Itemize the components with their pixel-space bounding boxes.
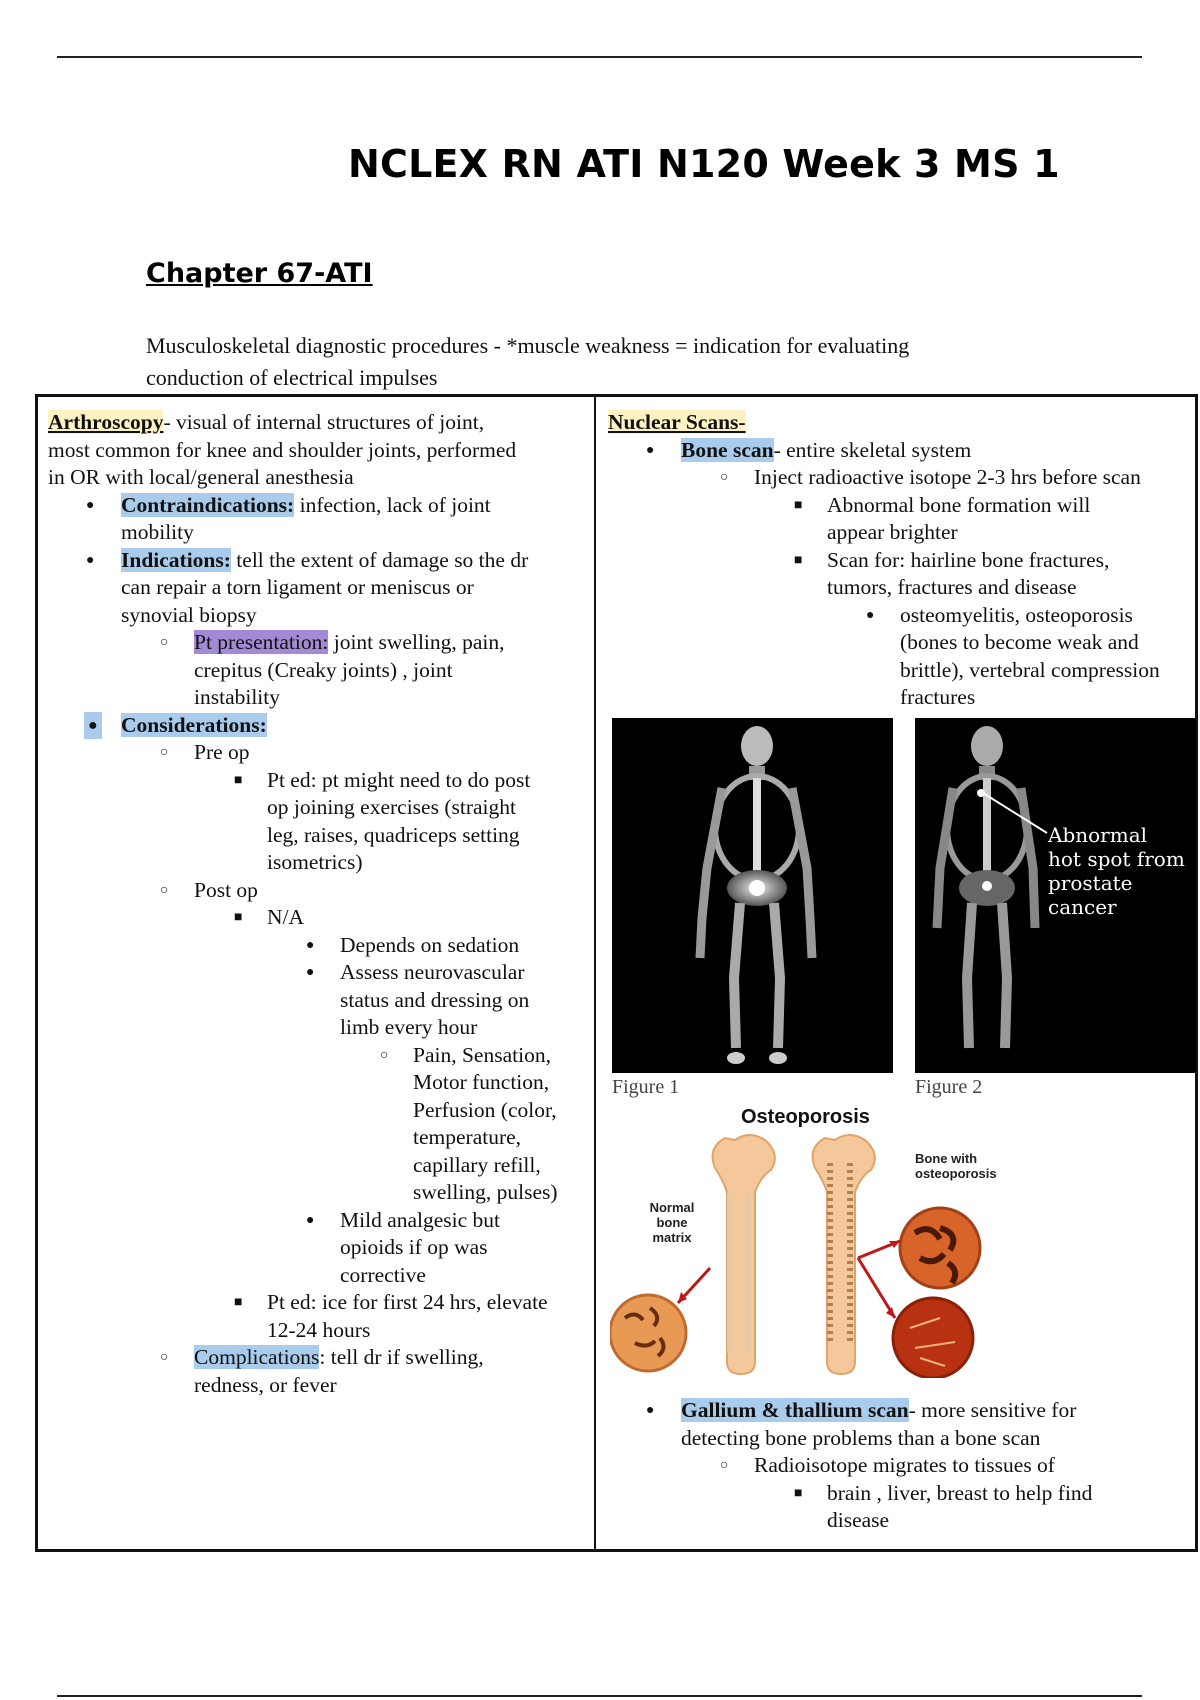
- analgesic-item: [48, 1207, 588, 1235]
- figure-2-bone-scan-image: [915, 718, 1196, 1073]
- text-line: redness, or fever: [194, 1372, 337, 1397]
- bullet-icon: ●: [86, 497, 95, 513]
- nuclear-scans-label: Nuclear Scans-: [608, 410, 746, 434]
- intro-line: conduction of electrical impulses: [146, 365, 438, 390]
- text-line: 12-24 hours: [267, 1317, 371, 1342]
- pt-presentation-item: [48, 629, 588, 657]
- circle-bullet-icon: ○: [720, 470, 729, 485]
- annotation-line: cancer: [1048, 895, 1117, 919]
- text: N/A: [267, 905, 305, 929]
- text: - more sensitive for: [908, 1398, 1077, 1422]
- skeleton-scan-icon: [612, 718, 893, 1073]
- text-line: op joining exercises (straight: [267, 795, 516, 819]
- text-line: limb every hour: [340, 1015, 478, 1039]
- circle-bullet-icon: ○: [160, 1350, 169, 1365]
- figure-1-bone-scan-image: [612, 718, 893, 1073]
- text-line: most common for knee and shoulder joints, performed: [48, 437, 517, 462]
- text-line: disease: [827, 1508, 890, 1532]
- text: Mild analgesic but: [340, 1207, 501, 1232]
- postop-item: [48, 877, 588, 905]
- text: Inject radioactive isotope 2-3 hrs before scan: [754, 465, 1141, 489]
- arthroscopy-line: [48, 409, 588, 437]
- text-line: appear brighter: [827, 520, 958, 544]
- circle-bullet-icon: ○: [720, 1458, 729, 1473]
- bone-scan-label: Bone scan: [681, 437, 774, 462]
- contraindications-item: [48, 492, 588, 520]
- bullet-icon: ●: [306, 1212, 315, 1228]
- nuclear-scans-heading: [608, 409, 1198, 437]
- complications-label: Complications: [194, 1345, 320, 1369]
- text-line: temperature,: [413, 1125, 522, 1149]
- top-rule: [57, 56, 1142, 58]
- text-line: brittle), vertebral compression: [900, 657, 1160, 682]
- indications-item: [48, 547, 588, 575]
- text: tell the extent of damage so the dr: [230, 547, 529, 572]
- gallium-item: [608, 1397, 1198, 1425]
- pt-presentation-label: Pt presentation:: [194, 630, 329, 654]
- label-line: bone: [656, 1215, 688, 1230]
- abnormal-item: [608, 492, 1198, 520]
- figure-1-caption: Figure 1: [612, 1076, 680, 1098]
- text: Pre op: [194, 740, 250, 764]
- annotation-line: Abnormal: [1048, 823, 1148, 847]
- column-divider: [594, 397, 596, 1549]
- text: Depends on sedation: [340, 932, 520, 957]
- text-line: can repair a torn ligament or meniscus or: [121, 575, 474, 599]
- osteoporosis-bones-diagram: [610, 1133, 1005, 1378]
- text-line: capillary refill,: [413, 1152, 541, 1177]
- square-bullet-icon: ■: [234, 910, 243, 925]
- label-line: matrix: [652, 1230, 692, 1245]
- text-line: swelling, pulses): [413, 1180, 558, 1204]
- text: Pt ed: ice for first 24 hrs, elevate: [267, 1290, 548, 1314]
- arthroscopy-term: Arthroscopy: [48, 410, 164, 434]
- square-bullet-icon: ■: [234, 772, 243, 788]
- inject-item: [608, 464, 1198, 492]
- notes-table: [35, 394, 1198, 1552]
- contraindications-label: Contraindications:: [121, 492, 295, 517]
- circle-bullet-icon: ○: [380, 1047, 389, 1063]
- text-line: fractures: [900, 685, 976, 709]
- text-line: (bones to become weak and: [900, 630, 1139, 654]
- text: Assess neurovascular: [340, 960, 525, 984]
- bone-scan-item: [608, 437, 1198, 465]
- text: Scan for: hairline bone fractures,: [827, 547, 1110, 572]
- chapter-heading: Chapter 67-ATI: [146, 258, 373, 289]
- assess-item: [48, 959, 588, 987]
- text-line: corrective: [340, 1262, 426, 1287]
- annotation-line: prostate: [1048, 871, 1133, 895]
- bullet-icon: ●: [86, 552, 95, 568]
- preop-ed-item: [48, 767, 588, 795]
- text: Pain, Sensation,: [413, 1042, 551, 1067]
- bottom-rule: [57, 1695, 1142, 1697]
- right-column: [608, 409, 1198, 712]
- text: osteomyelitis, osteoporosis: [900, 602, 1133, 627]
- radioisotope-item: [608, 1452, 1198, 1480]
- text: - visual of internal structures of joint,: [163, 410, 485, 434]
- text-line: detecting bone problems than a bone scan: [681, 1425, 1041, 1450]
- circle-bullet-icon: ○: [160, 635, 169, 650]
- text-line: Perfusion (color,: [413, 1097, 557, 1122]
- figure-2-caption: Figure 2: [915, 1076, 983, 1098]
- text: brain , liver, breast to help find: [827, 1480, 1093, 1505]
- osteoporosis-title: Osteoporosis: [741, 1106, 870, 1128]
- intro-line: Musculoskeletal diagnostic procedures - *muscle weakness = indication for evaluating: [146, 333, 910, 358]
- osteo-item: [608, 602, 1198, 630]
- text-line: isometrics): [267, 850, 363, 874]
- pain-item: [48, 1042, 588, 1070]
- gallium-section: [608, 1397, 1198, 1535]
- circle-bullet-icon: ○: [160, 882, 169, 898]
- sedation-item: [48, 932, 588, 960]
- text-line: in OR with local/general anesthesia: [48, 465, 354, 489]
- text: : tell dr if swelling,: [319, 1345, 484, 1369]
- text: - entire skeletal system: [773, 437, 972, 462]
- scan-for-item: [608, 547, 1198, 575]
- text: Pt ed: pt might need to do post: [267, 767, 531, 792]
- annotation-line: hot spot from: [1048, 847, 1185, 871]
- bullet-icon: ●: [306, 937, 315, 953]
- text-line: leg, raises, quadriceps setting: [267, 822, 520, 847]
- text-line: synovial biopsy: [121, 602, 257, 627]
- label-line: Bone with: [915, 1151, 978, 1166]
- brain-item: [608, 1480, 1198, 1508]
- square-bullet-icon: ■: [234, 1295, 243, 1310]
- text: Abnormal bone formation will: [827, 492, 1091, 517]
- bullet-icon: ●: [646, 442, 655, 458]
- text-line: opioids if op was: [340, 1235, 488, 1259]
- considerations-item: [48, 712, 588, 740]
- bullet-icon: ●: [866, 607, 875, 623]
- text-line: mobility: [121, 520, 194, 544]
- gallium-label: Gallium & thallium scan: [681, 1398, 909, 1422]
- hot-spot-annotation: [1048, 823, 1185, 919]
- circle-bullet-icon: ○: [160, 745, 169, 760]
- label-line: Normal: [649, 1200, 695, 1215]
- text: infection, lack of joint: [294, 492, 491, 517]
- intro-paragraph: [146, 330, 1026, 394]
- bullet-icon: ●: [646, 1403, 655, 1418]
- bullet-icon: ●: [84, 712, 102, 740]
- text-line: Motor function,: [413, 1070, 550, 1094]
- considerations-label: Considerations:: [121, 712, 267, 737]
- square-bullet-icon: ■: [794, 552, 803, 568]
- square-bullet-icon: ■: [794, 497, 803, 513]
- bullet-icon: ●: [306, 965, 315, 980]
- text: joint swelling, pain,: [328, 630, 505, 654]
- text-line: tumors, fractures and disease: [827, 575, 1077, 599]
- text-line: crepitus (Creaky joints) , joint: [194, 657, 453, 682]
- ice-item: [48, 1289, 588, 1317]
- text-line: status and dressing on: [340, 987, 530, 1012]
- preop-item: [48, 739, 588, 767]
- text: Post op: [194, 877, 258, 902]
- indications-label: Indications:: [121, 547, 231, 572]
- text-line: instability: [194, 685, 280, 709]
- label-line: osteoporosis: [915, 1166, 997, 1181]
- left-column: [48, 409, 588, 1399]
- text: Radioisotope migrates to tissues of: [754, 1453, 1055, 1477]
- na-item: [48, 904, 588, 932]
- square-bullet-icon: ■: [794, 1485, 803, 1501]
- complications-item: [48, 1344, 588, 1372]
- page-title: NCLEX RN ATI N120 Week 3 MS 1: [348, 142, 1060, 186]
